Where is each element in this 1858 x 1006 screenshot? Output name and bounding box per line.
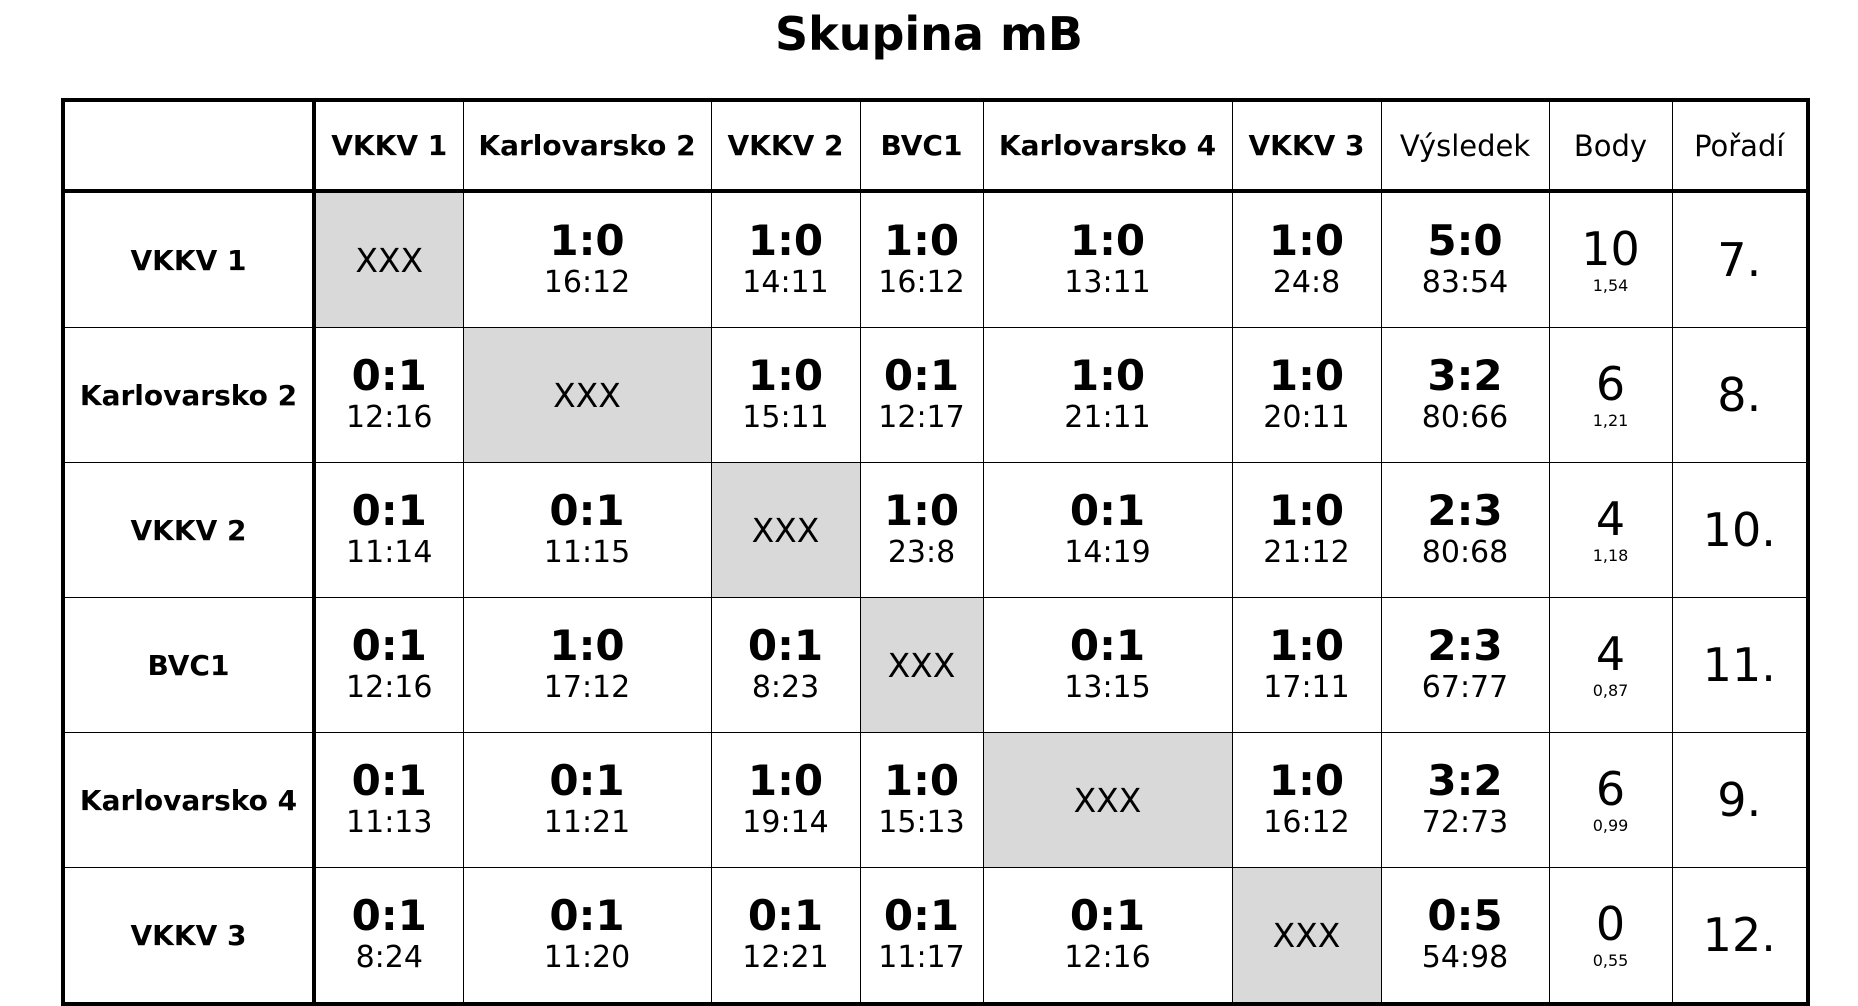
match-sets: 12:21 — [742, 940, 829, 975]
match-cell — [314, 733, 463, 868]
self-match-cell: XXX — [983, 733, 1232, 868]
match-cell — [711, 328, 860, 463]
match-score: 1:0 — [747, 756, 824, 805]
match-cell — [860, 328, 983, 463]
match-cell — [314, 463, 463, 598]
result-sets: 67:77 — [1421, 670, 1509, 705]
match-sets: 20:11 — [1263, 400, 1350, 435]
match-score: 1:0 — [549, 621, 625, 670]
result-score: 3:2 — [1427, 351, 1503, 400]
result-score: 0:5 — [1427, 891, 1503, 940]
match-score: 0:1 — [351, 756, 427, 805]
match-cell — [463, 191, 711, 328]
match-score: 0:1 — [747, 621, 824, 670]
table-row — [63, 733, 1808, 868]
result-header: Výsledek — [1381, 100, 1549, 191]
row-team-name: BVC1 — [63, 598, 314, 733]
match-score: 1:0 — [747, 351, 824, 400]
corner-cell — [63, 100, 314, 191]
match-sets: 11:15 — [543, 535, 631, 570]
match-score: 1:0 — [1069, 216, 1146, 265]
match-sets: 21:11 — [1064, 400, 1151, 435]
row-team-name: VKKV 3 — [63, 868, 314, 1005]
column-header: BVC1 — [860, 100, 983, 191]
match-cell — [983, 598, 1232, 733]
table-row — [63, 191, 1808, 328]
result-cell — [1381, 463, 1549, 598]
match-sets: 24:8 — [1272, 265, 1341, 300]
points-cell — [1549, 191, 1672, 328]
self-match-cell: XXX — [463, 328, 711, 463]
self-match-cell: XXX — [1232, 868, 1381, 1005]
match-sets: 21:12 — [1263, 535, 1350, 570]
match-cell — [1232, 598, 1381, 733]
rank-cell: 11. — [1672, 598, 1808, 733]
match-sets: 12:16 — [346, 670, 433, 705]
table-row — [63, 598, 1808, 733]
match-score: 1:0 — [1268, 486, 1345, 535]
match-score: 0:1 — [351, 486, 427, 535]
match-score: 0:1 — [1069, 486, 1146, 535]
match-cell — [463, 733, 711, 868]
result-sets: 80:66 — [1421, 400, 1509, 435]
match-score: 0:1 — [1069, 891, 1146, 940]
match-score: 1:0 — [747, 216, 824, 265]
rank-cell: 10. — [1672, 463, 1808, 598]
points-header: Body — [1549, 100, 1672, 191]
match-sets: 14:19 — [1064, 535, 1151, 570]
result-cell — [1381, 868, 1549, 1005]
match-cell — [860, 191, 983, 328]
result-cell — [1381, 191, 1549, 328]
rank-cell: 8. — [1672, 328, 1808, 463]
match-sets: 12:16 — [1064, 940, 1151, 975]
points-value: 0 — [1595, 897, 1626, 951]
points-cell — [1549, 328, 1672, 463]
match-sets: 14:11 — [742, 265, 829, 300]
self-match-cell: XXX — [711, 463, 860, 598]
result-sets: 83:54 — [1421, 265, 1509, 300]
match-score: 0:1 — [351, 351, 427, 400]
points-ratio: 0,87 — [1592, 681, 1629, 700]
match-cell — [463, 598, 711, 733]
match-sets: 16:12 — [1263, 805, 1350, 840]
match-sets: 12:17 — [878, 400, 965, 435]
match-sets: 8:23 — [751, 670, 820, 705]
standings-table — [61, 98, 1810, 1006]
match-score: 0:1 — [549, 891, 625, 940]
match-cell — [1232, 191, 1381, 328]
points-ratio: 1,18 — [1592, 546, 1629, 565]
match-score: 1:0 — [883, 486, 960, 535]
points-ratio: 0,99 — [1592, 816, 1629, 835]
table-row — [63, 868, 1808, 1005]
column-header: VKKV 1 — [314, 100, 463, 191]
column-header: VKKV 3 — [1232, 100, 1381, 191]
points-cell — [1549, 598, 1672, 733]
result-score: 3:2 — [1427, 756, 1503, 805]
result-sets: 80:68 — [1421, 535, 1509, 570]
match-sets: 11:13 — [346, 805, 433, 840]
match-sets: 11:14 — [346, 535, 433, 570]
match-sets: 15:11 — [742, 400, 829, 435]
match-sets: 13:15 — [1064, 670, 1151, 705]
match-cell — [463, 868, 711, 1005]
row-team-name: Karlovarsko 2 — [63, 328, 314, 463]
match-sets: 16:12 — [543, 265, 631, 300]
match-score: 1:0 — [549, 216, 625, 265]
match-score: 0:1 — [1069, 621, 1146, 670]
rank-header: Pořadí — [1672, 100, 1808, 191]
match-score: 1:0 — [1069, 351, 1146, 400]
rank-cell: 7. — [1672, 191, 1808, 328]
column-header: VKKV 2 — [711, 100, 860, 191]
match-sets: 15:13 — [878, 805, 965, 840]
match-cell — [860, 733, 983, 868]
match-cell — [314, 328, 463, 463]
match-score: 0:1 — [549, 756, 625, 805]
match-cell — [463, 463, 711, 598]
points-value: 6 — [1595, 357, 1626, 411]
match-score: 1:0 — [883, 756, 960, 805]
row-team-name: VKKV 2 — [63, 463, 314, 598]
match-score: 1:0 — [1268, 351, 1345, 400]
result-score: 5:0 — [1427, 216, 1503, 265]
result-sets: 54:98 — [1421, 940, 1509, 975]
points-cell — [1549, 463, 1672, 598]
match-score: 1:0 — [1268, 216, 1345, 265]
points-value: 4 — [1595, 627, 1626, 681]
match-cell — [314, 598, 463, 733]
match-score: 0:1 — [747, 891, 824, 940]
match-sets: 11:17 — [878, 940, 965, 975]
match-score: 0:1 — [549, 486, 625, 535]
match-score: 1:0 — [1268, 621, 1345, 670]
match-cell — [314, 868, 463, 1005]
match-cell — [860, 868, 983, 1005]
self-match-cell: XXX — [860, 598, 983, 733]
match-sets: 8:24 — [355, 940, 423, 975]
page-title: Skupina mB — [775, 7, 1083, 61]
column-header: Karlovarsko 2 — [463, 100, 711, 191]
match-cell — [1232, 733, 1381, 868]
match-score: 0:1 — [883, 891, 960, 940]
match-sets: 16:12 — [878, 265, 965, 300]
match-cell — [983, 328, 1232, 463]
match-cell — [983, 463, 1232, 598]
table-row — [63, 328, 1808, 463]
points-value: 4 — [1595, 492, 1626, 546]
row-team-name: Karlovarsko 4 — [63, 733, 314, 868]
result-sets: 72:73 — [1421, 805, 1509, 840]
match-sets: 13:11 — [1064, 265, 1151, 300]
points-value: 10 — [1581, 222, 1640, 276]
match-sets: 23:8 — [887, 535, 956, 570]
points-ratio: 1,54 — [1592, 276, 1629, 295]
column-header: Karlovarsko 4 — [983, 100, 1232, 191]
points-cell — [1549, 868, 1672, 1005]
match-sets: 11:20 — [543, 940, 631, 975]
match-sets: 11:21 — [543, 805, 631, 840]
match-cell — [860, 463, 983, 598]
rank-cell: 9. — [1672, 733, 1808, 868]
result-cell — [1381, 733, 1549, 868]
points-ratio: 0,55 — [1592, 951, 1629, 970]
match-sets: 17:11 — [1263, 670, 1350, 705]
match-score: 0:1 — [351, 621, 427, 670]
result-cell — [1381, 598, 1549, 733]
points-cell — [1549, 733, 1672, 868]
row-team-name: VKKV 1 — [63, 191, 314, 328]
match-cell — [711, 868, 860, 1005]
match-cell — [711, 598, 860, 733]
match-sets: 12:16 — [346, 400, 433, 435]
self-match-cell: XXX — [314, 191, 463, 328]
match-cell — [983, 868, 1232, 1005]
result-cell — [1381, 328, 1549, 463]
result-score: 2:3 — [1427, 486, 1503, 535]
match-score: 0:1 — [351, 891, 427, 940]
match-cell — [711, 733, 860, 868]
points-ratio: 1,21 — [1592, 411, 1629, 430]
table-row — [63, 463, 1808, 598]
match-cell — [711, 191, 860, 328]
match-sets: 19:14 — [742, 805, 829, 840]
match-score: 1:0 — [883, 216, 960, 265]
rank-cell: 12. — [1672, 868, 1808, 1005]
match-cell — [983, 191, 1232, 328]
match-cell — [1232, 328, 1381, 463]
match-cell — [1232, 463, 1381, 598]
match-sets: 17:12 — [543, 670, 631, 705]
header-row — [63, 100, 1808, 191]
result-score: 2:3 — [1427, 621, 1503, 670]
match-score: 1:0 — [1268, 756, 1345, 805]
match-score: 0:1 — [883, 351, 960, 400]
points-value: 6 — [1595, 762, 1626, 816]
